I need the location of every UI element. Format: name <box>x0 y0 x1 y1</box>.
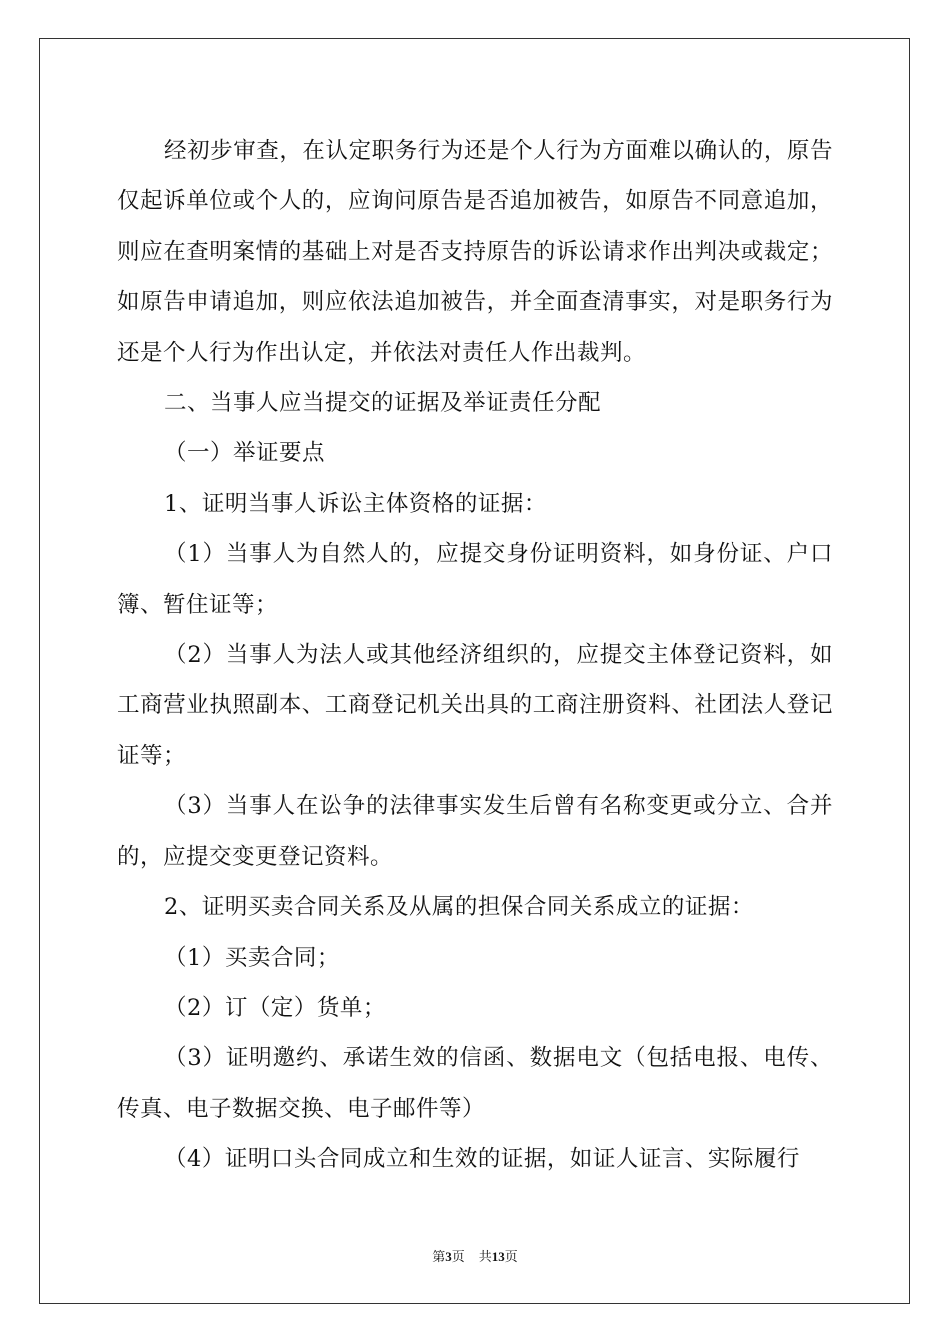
document-body <box>117 126 833 1185</box>
list-item-2-3: （3）证明邀约、承诺生效的信函、数据电文（包括电报、电传、传真、电子数据交换、电子邮件等） <box>117 1045 833 1122</box>
list-item-1-3: （3）当事人在讼争的法律事实发生后曾有名称变更或分立、合并的，应提交变更登记资料。 <box>117 793 833 870</box>
page-prefix: 第 <box>432 1250 446 1265</box>
list-item-2-1: （1）买卖合同； <box>164 944 340 971</box>
subsection-heading-1: （一）举证要点 <box>164 440 326 467</box>
list-item-1-1: （1）当事人为自然人的，应提交身份证明资料，如身份证、户口簿、暂住证等； <box>117 541 833 618</box>
item-heading-2: 2、证明买卖合同关系及从属的担保合同关系成立的证据： <box>164 894 754 921</box>
list-item-2-4: （4）证明口头合同成立和生效的证据，如证人证言、实际履行 <box>164 1146 800 1173</box>
list-item-1-2: （2）当事人为法人或其他经济组织的，应提交主体登记资料，如工商营业执照副本、工商登记机关出具的工商注册资料、社团法人登记证等； <box>117 642 833 769</box>
paragraph-1: 经初步审查，在认定职务行为还是个人行为方面难以确认的，原告仅起诉单位或个人的，应询问原告是否追加被告，如原告不同意追加，则应在查明案情的基础上对是否支持原告的诉讼请求作出判决或裁定；如原告申请追加，则应依法追加被告，并全面查清事实，对是职务行为还是个人行为作出认定，并依法对责任人作出裁判。 <box>117 138 833 366</box>
total-pages: 13 <box>491 1249 505 1264</box>
page-number: 3 <box>445 1249 452 1264</box>
item-heading-1: 1、证明当事人诉讼主体资格的证据： <box>164 490 547 517</box>
page-suffix: 页 <box>451 1250 465 1265</box>
section-heading-2: 二、当事人应当提交的证据及举证责任分配 <box>164 390 602 417</box>
page-footer <box>0 1248 950 1267</box>
total-suffix: 页 <box>504 1250 518 1265</box>
total-prefix: 共 <box>478 1250 492 1265</box>
list-item-2-2: （2）订（定）货单； <box>164 994 386 1021</box>
